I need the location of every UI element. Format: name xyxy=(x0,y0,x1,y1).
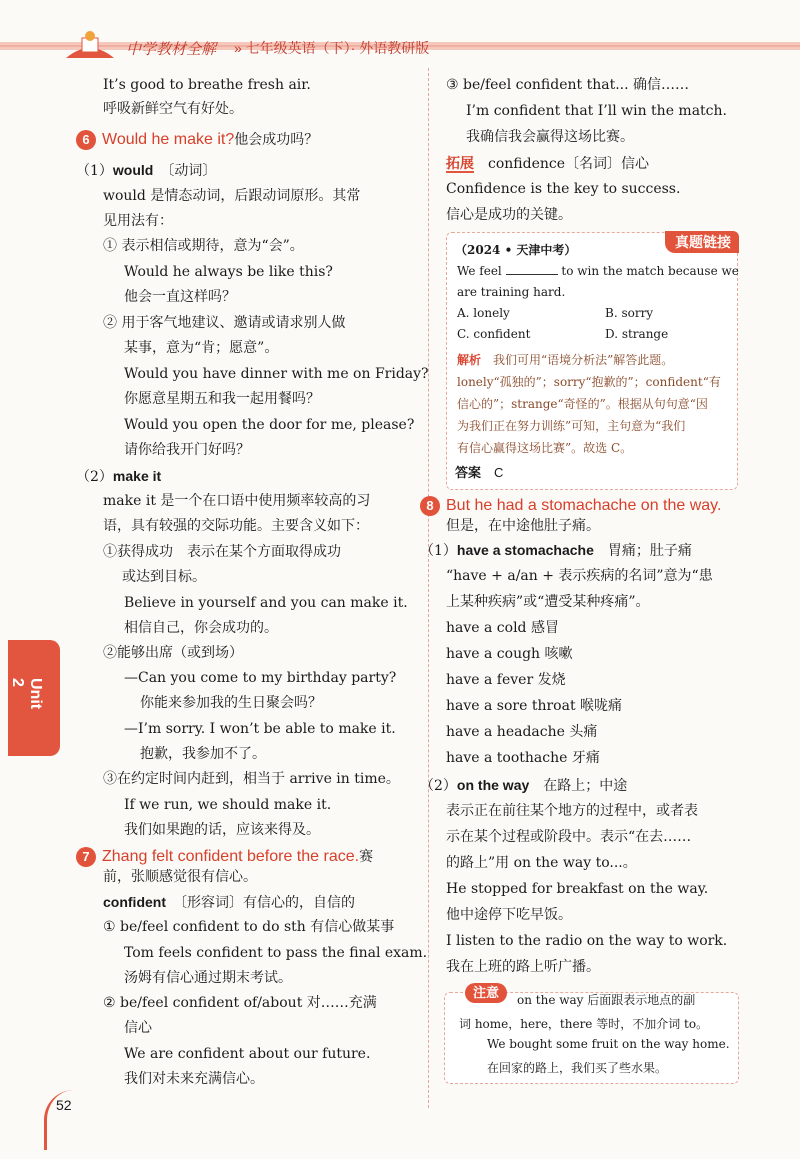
section-title-cn: 前，张顺感觉很有信心。 xyxy=(103,869,257,885)
example-en: —I’m sorry. I won’t be able to make it. xyxy=(124,721,396,737)
example-cn: 你能来参加我的生日聚会吗？ xyxy=(140,695,322,711)
paragraph: 语，具有较强的交际功能。主要含义如下： xyxy=(103,518,369,534)
example-en: Believe in yourself and you can make it. xyxy=(124,595,408,611)
list-item: ① be/feel confident to do sth 有信心做某事 xyxy=(103,919,395,935)
section-6-heading xyxy=(76,129,318,150)
paragraph: 表示正在前往某个地方的过程中，或者表 xyxy=(446,803,698,819)
word-entry: confident 〔形容词〕有信心的，自信的 xyxy=(103,894,355,911)
example-en: Confidence is the key to success. xyxy=(446,181,681,197)
column-divider xyxy=(428,68,429,1108)
section-title: But he had a stomachache on the way. xyxy=(446,497,722,514)
analysis-line: 为我们正在努力训练”可知，主句意为“我们 xyxy=(457,419,686,433)
note-line: on the way 后面跟表示地点的副 xyxy=(517,993,696,1007)
section-number: 7 xyxy=(76,847,96,867)
paragraph: make it 是一个在口语中使用频率较高的习 xyxy=(103,493,371,509)
header-book-title: 中学教材全解 xyxy=(126,41,217,58)
list-item: ③ be/feel confident that... 确信…… xyxy=(446,77,690,93)
example-en: Would you open the door for me, please? xyxy=(124,417,415,433)
point-1-heading: （1）have a stomachache 胃痛；肚子痛 xyxy=(420,542,692,559)
analysis-line: 解析 我们可用“语境分析法”解答此题。 xyxy=(457,353,674,367)
example-en: He stopped for breakfast on the way. xyxy=(446,881,709,897)
list-item: ③在约定时间内赶到，相当于 arrive in time。 xyxy=(103,771,400,787)
list-item: have a cough 咳嗽 xyxy=(446,646,573,662)
example-cn: 抱歉，我参加不了。 xyxy=(140,746,266,762)
list-item: have a cold 感冒 xyxy=(446,620,559,636)
point-2-heading: （2）make it xyxy=(76,468,162,485)
point-1-heading: （1）would 〔动词〕 xyxy=(76,162,217,179)
paragraph: would 是情态动词，后跟动词原形。其常 xyxy=(103,188,361,204)
option-a: A. lonely xyxy=(457,306,510,320)
answer-line: 答案 C xyxy=(455,465,504,480)
example-en: I’m confident that I’ll win the match. xyxy=(466,103,727,119)
example-cn: 我在上班的路上听广播。 xyxy=(446,959,600,975)
list-item: have a fever 发烧 xyxy=(446,672,566,688)
option-b: B. sorry xyxy=(605,306,654,320)
section-7-heading: 7 Zhang felt confident before the race.赛 xyxy=(76,846,373,867)
example-cn: 信心是成功的关键。 xyxy=(446,207,572,223)
section-title-cn: 他会成功吗？ xyxy=(234,132,319,148)
note-example-cn: 在回家的路上，我们买了些水果。 xyxy=(487,1061,668,1075)
note-box xyxy=(444,985,739,1084)
example-cn: 我确信我会赢得这场比赛。 xyxy=(466,129,634,145)
list-item: ② be/feel confident of/about 对……充满 xyxy=(103,995,377,1011)
exam-link-box xyxy=(446,232,738,490)
example-en: It’s good to breathe fresh air. xyxy=(103,77,311,93)
example-en: If we run, we should make it. xyxy=(124,797,332,813)
example-cn: 他中途停下吃早饭。 xyxy=(446,907,572,923)
list-item: have a headache 头痛 xyxy=(446,724,598,740)
example-cn: 我们对未来充满信心。 xyxy=(124,1071,264,1087)
analysis-line: 有信心赢得这场比赛”。故选 C。 xyxy=(457,441,633,455)
header-subject: » 七年级英语（下）· 外语教研版 xyxy=(234,40,430,56)
exam-source: （2024 • 天津中考） xyxy=(455,243,577,257)
example-en: Would he always be like this? xyxy=(124,264,333,280)
section-8-heading xyxy=(420,495,721,516)
example-cn: 你愿意星期五和我一起用餐吗？ xyxy=(124,391,320,407)
page-number: 52 xyxy=(56,1097,72,1113)
list-item: 或达到目标。 xyxy=(122,569,206,585)
paragraph: 上某种疾病”或“遭受某种疼痛”。 xyxy=(446,594,650,610)
note-tag: 注意 xyxy=(465,983,507,1003)
list-item: 信心 xyxy=(124,1020,152,1036)
paragraph: 见用法有： xyxy=(103,213,173,229)
paragraph: 的路上”用 on the way to...。 xyxy=(446,855,637,871)
option-c: C. confident xyxy=(457,327,531,341)
example-cn: 请你给我开门好吗？ xyxy=(124,442,250,458)
list-item: 某事，意为“肯；愿意”。 xyxy=(124,340,279,356)
list-item: have a toothache 牙痛 xyxy=(446,750,600,766)
list-item: ①获得成功 表示在某个方面取得成功 xyxy=(103,544,341,560)
exam-question: We feel to win the match because we xyxy=(457,264,739,278)
example-cn: 相信自己，你会成功的。 xyxy=(124,620,278,636)
example-cn: 他会一直这样吗？ xyxy=(124,289,236,305)
note-line: 词 home，here，there 等时，不加介词 to。 xyxy=(459,1017,709,1031)
list-item: ① 表示相信或期待，意为“会”。 xyxy=(103,238,304,254)
example-cn: 汤姆有信心通过期末考试。 xyxy=(124,970,292,986)
example-en: —Can you come to my birthday party? xyxy=(124,670,397,686)
example-cn: 呼吸新鲜空气有好处。 xyxy=(103,101,243,117)
unit-tab: Unit 2 xyxy=(8,640,60,756)
section-number: 6 xyxy=(76,130,96,150)
paragraph: 示在某个过程或阶段中。表示“在去…… xyxy=(446,829,692,845)
exam-question: are training hard. xyxy=(457,285,566,299)
example-en: Tom feels confident to pass the final exam. xyxy=(124,945,428,961)
analysis-line: lonely“孤独的”；sorry“抱歉的”；confident“有 xyxy=(457,375,721,389)
note-example-en: We bought some fruit on the way home. xyxy=(487,1037,730,1051)
list-item: ② 用于客气地建议、邀请或请求别人做 xyxy=(103,315,346,331)
example-cn: 我们如果跑的话，应该来得及。 xyxy=(124,822,320,838)
extension-line: 拓展 confidence〔名词〕信心 xyxy=(446,155,650,172)
analysis-line: 信心的”；strange“奇怪的”。根据从句句意“因 xyxy=(457,397,708,411)
example-en: I listen to the radio on the way to work. xyxy=(446,933,728,949)
option-d: D. strange xyxy=(605,327,669,341)
book-logo-icon xyxy=(62,28,118,64)
section-title: Would he make it? xyxy=(102,131,235,148)
section-title: Zhang felt confident before the race. xyxy=(102,848,360,865)
list-item: ②能够出席（或到场） xyxy=(103,645,243,661)
example-en: We are confident about our future. xyxy=(124,1046,371,1062)
example-en: Would you have dinner with me on Friday? xyxy=(124,366,429,382)
paragraph: “have + a/an + 表示疾病的名词”意为“患 xyxy=(446,568,713,584)
section-title-cn: 但是，在中途他肚子痛。 xyxy=(446,518,600,534)
exam-tag: 真题链接 xyxy=(665,231,739,253)
section-number: 8 xyxy=(420,496,440,516)
list-item: have a sore throat 喉咙痛 xyxy=(446,698,623,714)
point-2-heading: （2）on the way 在路上；中途 xyxy=(420,777,628,794)
